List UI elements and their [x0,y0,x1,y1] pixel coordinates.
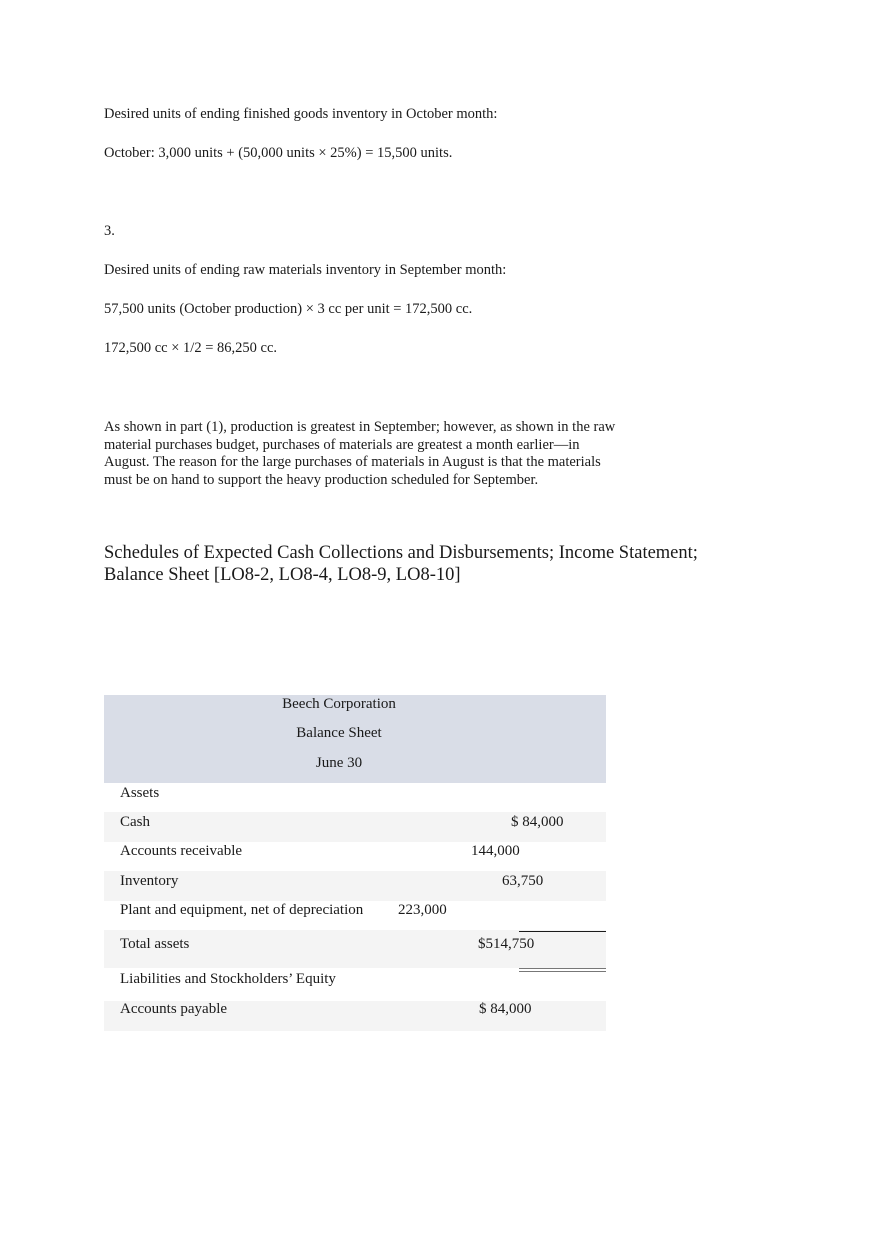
statement-title: Balance Sheet [296,725,382,741]
sep-raw-materials-label: Desired units of ending raw materials inventory in September month: [104,262,507,278]
oct-inventory-calculation: October: 3,000 units + (50,000 units × 25%) = 15,500 units. [104,145,453,161]
accounts-receivable-label: Accounts receivable [120,843,243,859]
total-assets-label: Total assets [120,936,190,952]
company-name: Beech Corporation [282,696,396,712]
explanation-paragraph [104,419,664,489]
paragraph-line: August. The reason for the large purchases of materials in August is that the materials [104,454,601,470]
subtotal-rule [519,931,606,932]
plant-equipment-amount: 223,000 [398,902,447,918]
plant-equipment-label: Plant and equipment, net of depreciation [120,902,364,918]
section-heading-line: Balance Sheet [LO8-2, LO8-4, LO8-9, LO8-10] [104,565,461,585]
section-heading [104,542,698,586]
balance-sheet-table [104,695,606,1031]
total-double-rule [519,968,606,972]
statement-date: June 30 [315,755,363,771]
oct-inventory-label: Desired units of ending finished goods inventory in October month: [104,106,498,122]
paragraph-line: must be on hand to support the heavy production scheduled for September. [104,471,539,488]
section-heading-line: Schedules of Expected Cash Collections and Disbursements; Income Statement; [104,543,698,563]
paragraph-line: As shown in part (1), production is greatest in September; however, as shown in the raw [104,419,616,435]
accounts-receivable-amount: 144,000 [471,843,520,859]
cash-label: Cash [120,814,150,830]
inventory-amount: 63,750 [502,873,544,889]
accounts-payable-label: Accounts payable [120,1001,228,1017]
liabilities-heading: Liabilities and Stockholders’ Equity [120,971,336,987]
cash-amount: $ 84,000 [511,814,564,830]
inventory-label: Inventory [120,873,179,889]
part-number: 3. [104,223,115,239]
paragraph-line: material purchases budget, purchases of materials are greatest a month earlier—in [104,436,580,453]
total-assets-amount: $514,750 [478,936,535,952]
accounts-payable-amount: $ 84,000 [479,1001,532,1017]
assets-heading: Assets [120,785,160,801]
sep-raw-materials-half: 172,500 cc × 1/2 = 86,250 cc. [104,340,278,356]
sep-raw-materials-calculation: 57,500 units (October production) × 3 cc per unit = 172,500 cc. [104,301,473,317]
